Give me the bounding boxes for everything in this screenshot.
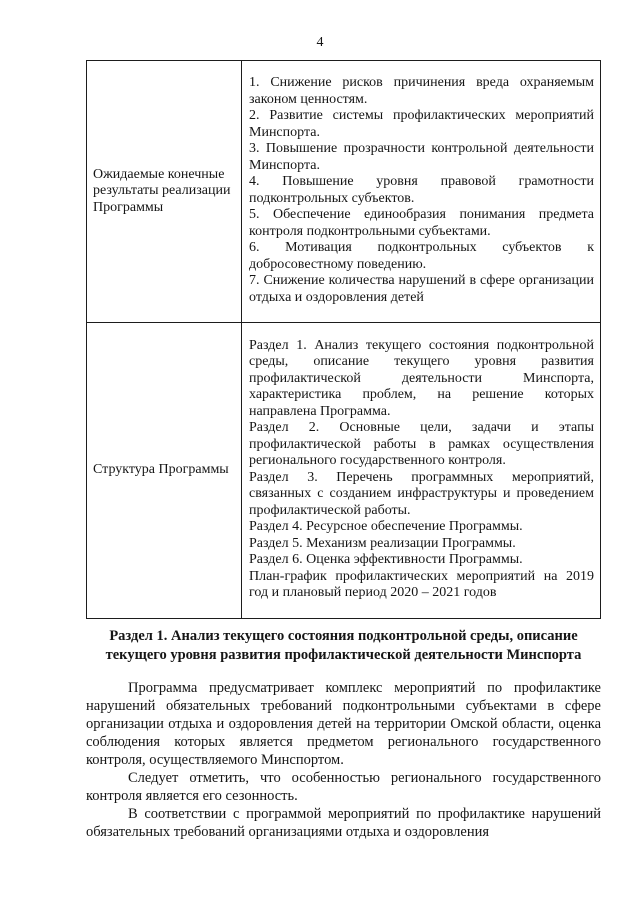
program-structure-list <box>242 323 601 619</box>
list-item: 1. Снижение рисков причинения вреда охраняемым законом ценностям. <box>249 75 594 107</box>
table-row-expected-results <box>87 61 601 323</box>
body-paragraph: Программа предусматривает комплекс мероприятий по профилактике нарушений обязательных требований подконтрольными субъектами в сфере организации отдыха и оздоровления детей на территории Омской области, оценка соблюдения которых является предметом регионального государственного контроля, осуществляемого Минспортом. <box>86 680 601 768</box>
list-item: План-график профилактических мероприятий на 2019 год и плановый период 2020 – 2021 годов <box>249 568 594 600</box>
expected-results-list <box>242 61 601 323</box>
table-row-program-structure <box>87 323 601 619</box>
program-passport-table <box>86 60 601 619</box>
list-item: Раздел 1. Анализ текущего состояния подконтрольной среды, описание текущего уровня развития профилактической деятельности Минспорта, характеристика проблем, на решение которых направлена Программа. <box>249 337 594 419</box>
list-item: 4. Повышение уровня правовой грамотности подконтрольных субъектов. <box>249 174 594 206</box>
list-item: Раздел 2. Основные цели, задачи и этапы профилактической работы в рамках осуществления регионального государственного контроля. <box>249 420 594 468</box>
row-label-expected-results: Ожидаемые конечные результаты реализации Программы <box>87 61 242 323</box>
page-number: 4 <box>316 35 324 50</box>
body-paragraph: Следует отметить, что особенностью регионального государственного контроля является его сезонность. <box>86 770 601 804</box>
list-item: Раздел 3. Перечень программных мероприятий, связанных с созданием инфраструктуры и проведением профилактической работы. <box>249 469 594 518</box>
list-item: 2. Развитие системы профилактических мероприятий Минспорта. <box>249 108 594 140</box>
list-item: Раздел 4. Ресурсное обеспечение Программы. <box>249 519 523 534</box>
list-item: Раздел 5. Механизм реализации Программы. <box>249 535 516 551</box>
list-item: 7. Снижение количества нарушений в сфере организации отдыха и оздоровления детей <box>249 273 594 305</box>
section-body <box>86 679 601 841</box>
section-heading: Раздел 1. Анализ текущего состояния подконтрольной среды, описание текущего уровня развития профилактической деятельности Минспорта <box>105 628 582 663</box>
list-item: Раздел 6. Оценка эффективности Программы. <box>249 552 523 567</box>
row-label-program-structure: Структура Программы <box>87 323 242 619</box>
list-item: 5. Обеспечение единообразия понимания предмета контроля подконтрольными субъектами. <box>249 207 594 239</box>
body-paragraph: В соответствии с программой мероприятий по профилактике нарушений обязательных требований организациями отдыха и оздоровления <box>86 806 601 840</box>
list-item: 3. Повышение прозрачности контрольной деятельности Минспорта. <box>249 141 594 173</box>
list-item: 6. Мотивация подконтрольных субъектов к добросовестному поведению. <box>249 240 594 272</box>
